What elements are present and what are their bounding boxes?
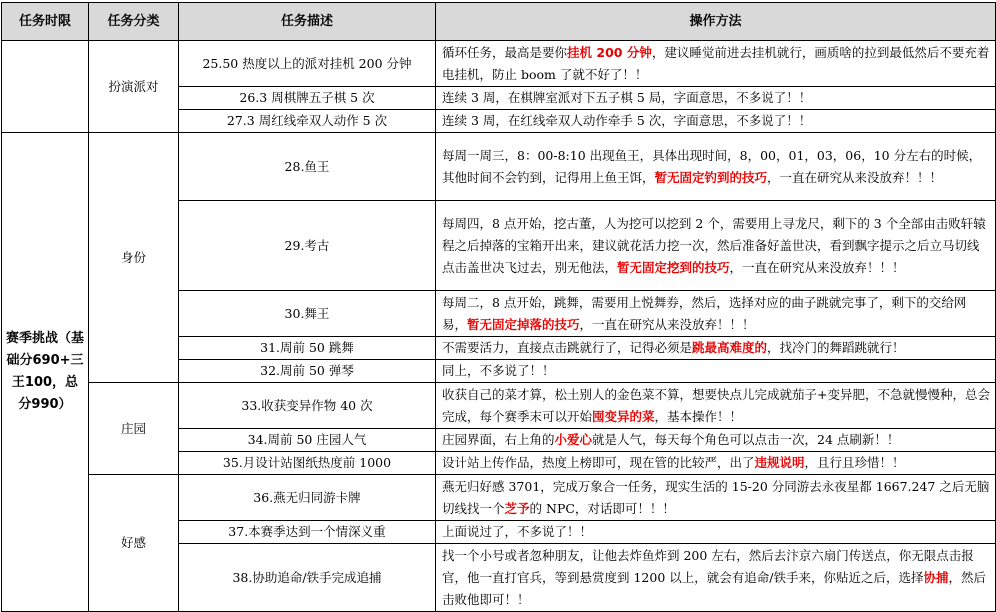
task-method: [436, 291, 996, 337]
method-highlight: 协捕: [923, 569, 949, 585]
header-method: 操作方法: [436, 3, 996, 41]
method-text: ，然后击败他即可！！: [442, 569, 987, 607]
task-method: [436, 201, 996, 291]
task-description: 26.3 周棋牌五子棋 5 次: [179, 87, 436, 110]
method-highlight: 囤变异的菜: [592, 408, 655, 424]
header-category: 任务分类: [89, 3, 179, 41]
method-text: ，建议睡觉前进去挂机就行，画质啥的拉到最低然后不要充着电挂机，防止 boom 了就不好了！！: [442, 44, 990, 82]
method-text: 连续 3 周，在红线牵双人动作牵手 5 次，字面意思，不多说了！！: [442, 113, 812, 128]
method-text: 燕无归好感 3701，完成万象合一任务，现实生活的 15-20 分同游去永夜星都 1667.247 之后无脑切线找一个: [442, 478, 990, 516]
task-method: [436, 360, 996, 383]
task-method: [436, 337, 996, 360]
category-identity: 身份: [89, 133, 179, 383]
method-highlight: 挂机 200 分钟: [567, 44, 652, 60]
method-text: 上面说过了，不多说了！！: [442, 524, 593, 539]
method-text: ，且行且珍惜！！: [804, 455, 905, 470]
task-description: 31.周前 50 跳舞: [179, 337, 436, 360]
period-label: 赛季挑战（基础分690+三王100，总分990）: [2, 133, 89, 612]
method-text: ，一直在研究从来没放弃！！！: [729, 259, 905, 275]
task-description: 35.月设计站图纸热度前 1000: [179, 452, 436, 475]
task-description: 33.收获变异作物 40 次: [179, 383, 436, 429]
method-text: 的 NPC，对话即可！！！: [529, 500, 675, 516]
method-text: ，一直在研究从来没放弃！！！: [579, 316, 755, 332]
task-table: [1, 2, 996, 612]
method-highlight: 违规说明: [754, 455, 805, 470]
method-text: ，找冷门的舞蹈跳就行！: [767, 340, 905, 355]
task-method: [436, 521, 996, 544]
task-method: [436, 452, 996, 475]
task-method: [436, 133, 996, 201]
task-method: [436, 110, 996, 133]
task-description: 37.本赛季达到一个情深义重: [179, 521, 436, 544]
method-text: ，基本操作！！: [654, 408, 743, 424]
period-cell-blank: [2, 41, 89, 133]
task-description: 25.50 热度以上的派对挂机 200 分钟: [179, 41, 436, 87]
method-highlight: 暂无固定挖到的技巧: [617, 259, 730, 275]
header-description: 任务描述: [179, 3, 436, 41]
method-text: 每周四，8 点开始，挖古董，人为挖可以挖到 2 个，需要用上寻龙尺，剩下的 3 个全部由击败轩辕程之后掉落的宝箱开出来，建议就花活力挖一次，然后准备好盖世决，看到飘字提示之后立马切线点击盖世决飞过去，别无他法，: [442, 215, 986, 275]
task-method: [436, 475, 996, 521]
method-text: 连续 3 周，在棋牌室派对下五子棋 5 局，字面意思，不多说了！！: [442, 90, 812, 105]
header-period: 任务时限: [2, 3, 89, 41]
task-description: 32.周前 50 弹琴: [179, 360, 436, 383]
method-text: 每周一周三，8：00-8:10 出现鱼王，具体出现时间，8，00，01，03，06，10 分左右的时候，其他时间不会钓到，记得用上鱼王饵，: [442, 147, 982, 185]
method-highlight: 暂无固定钓到的技巧: [654, 169, 768, 185]
category-favor: 好感: [89, 475, 179, 612]
method-text: 不需要活力，直接点击跳就行了，记得必须是: [442, 340, 693, 355]
method-text: ，一直在研究从来没放弃！！！: [767, 169, 943, 185]
method-text: 找一个小号或者忽种朋友，让他去炸鱼炸到 200 左右，然后去汴京六扇门传送点，你无限点击报官，他一直打官兵，等到悬赏度到 1200 以上，就会有追命/铁手来，你贴近之后，选择: [442, 547, 974, 585]
category-cosplay: 扮演派对: [89, 41, 179, 133]
method-text: 循环任务，最高是要你: [442, 44, 568, 60]
category-manor: 庄园: [89, 383, 179, 475]
task-description: 36.燕无归同游卡牌: [179, 475, 436, 521]
task-method: [436, 429, 996, 452]
method-highlight: 芝予: [504, 500, 530, 516]
table-row: [2, 133, 996, 201]
table-row: [2, 383, 996, 429]
method-highlight: 小爱心: [554, 432, 593, 447]
method-text: 就是人气，每天每个角色可以点击一次，24 点刷新！！: [592, 432, 900, 447]
method-text: 收获自己的菜才算，松土别人的金色菜不算，想要快点儿完成就茄子+变异肥，不急就慢慢种，总会完成，每个赛季末可以开始: [442, 386, 990, 424]
table-row: [2, 475, 996, 521]
task-description: 28.鱼王: [179, 133, 436, 201]
method-text: 设计站上传作品，热度上榜即可，现在管的比较严，出了: [442, 455, 755, 470]
method-text: 每周二，8 点开始，跳舞，需要用上悦舞券，然后，选择对应的曲子跳就完事了，剩下的交给网易，: [442, 294, 967, 332]
task-description: 34.周前 50 庄园人气: [179, 429, 436, 452]
task-description: 38.协助追命/铁手完成追捕: [179, 544, 436, 612]
task-description: 29.考古: [179, 201, 436, 291]
header-row: [2, 3, 996, 41]
method-text: 庄园界面，右上角的: [442, 432, 555, 447]
method-text: 同上，不多说了！！: [442, 363, 555, 378]
task-method: [436, 383, 996, 429]
method-highlight: 暂无固定掉落的技巧: [467, 316, 580, 332]
table-row: [2, 41, 996, 87]
method-highlight: 跳最高难度的: [692, 340, 768, 355]
task-description: 27.3 周红线牵双人动作 5 次: [179, 110, 436, 133]
task-method: [436, 41, 996, 87]
task-method: [436, 544, 996, 612]
task-description: 30.舞王: [179, 291, 436, 337]
task-method: [436, 87, 996, 110]
